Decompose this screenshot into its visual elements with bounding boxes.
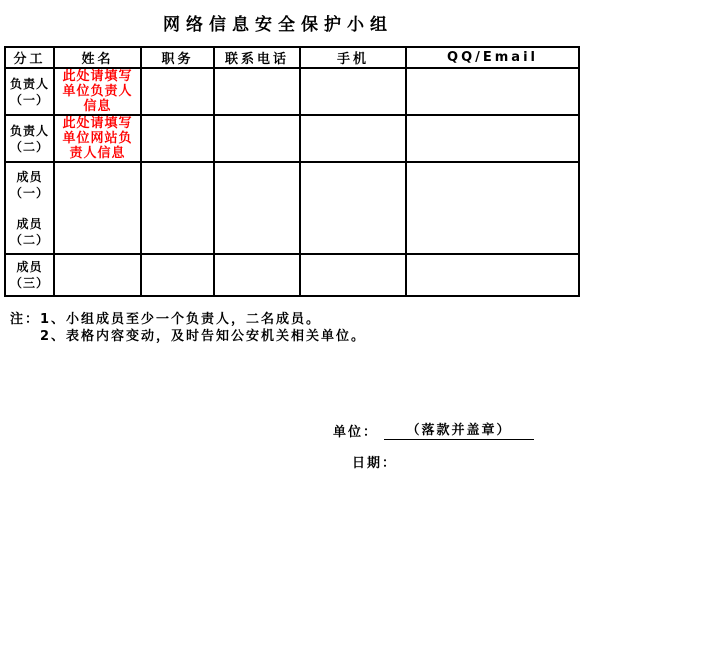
cell-mobile-leader2[interactable] (300, 115, 406, 162)
header-mobile: 手机 (300, 47, 406, 68)
cell-name-member3[interactable] (54, 254, 141, 296)
cell-mobile-member3[interactable] (300, 254, 406, 296)
role-label-line: （二） (9, 232, 49, 247)
unit-label: 单位： (333, 425, 379, 440)
signature-unit-row (333, 419, 534, 440)
note-item-1: 1、小组成员至少一个负责人，二名成员。 (40, 312, 322, 327)
security-team-table (4, 46, 580, 297)
role-label-line: （三） (9, 276, 49, 290)
role-label-line: 成员 (16, 216, 43, 231)
cell-name-hint-leader1[interactable]: 此处请填写单位负责人信息 (54, 68, 141, 115)
role-label-line: 负责人 (9, 76, 49, 91)
role-label-line: 成员 (16, 169, 43, 184)
cell-mobile-members12[interactable] (300, 162, 406, 254)
cell-position-member3[interactable] (141, 254, 214, 296)
header-phone: 联系电话 (214, 47, 300, 68)
notes-items (40, 311, 366, 345)
cell-qq-email-member3[interactable] (406, 254, 579, 296)
role-label-line: （一） (9, 92, 49, 107)
cell-mobile-leader1[interactable] (300, 68, 406, 115)
note-item-2: 2、表格内容变动，及时告知公安机关相关单位。 (40, 329, 367, 344)
cell-position-leader1[interactable] (141, 68, 214, 115)
cell-role-members12 (5, 162, 54, 254)
cell-qq-email-leader1[interactable] (406, 68, 579, 115)
cell-role-leader1 (5, 68, 54, 115)
table-row-members12 (5, 162, 579, 254)
notes-label: 注： (10, 312, 41, 327)
cell-phone-leader1[interactable] (214, 68, 300, 115)
role-label-line: （一） (9, 185, 49, 200)
role-label-gap (6, 201, 53, 216)
cell-phone-leader2[interactable] (214, 115, 300, 162)
page-title: 网络信息安全保护小组 (163, 15, 393, 35)
notes-section (10, 311, 366, 345)
cell-name-members12[interactable] (54, 162, 141, 254)
header-position: 职务 (141, 47, 214, 68)
cell-phone-members12[interactable] (214, 162, 300, 254)
cell-position-members12[interactable] (141, 162, 214, 254)
unit-signature-line[interactable]: （落款并盖章） (384, 419, 534, 440)
table-row-member3 (5, 254, 579, 296)
table-header-row (5, 47, 579, 68)
cell-role-member3 (5, 254, 54, 296)
date-label: 日期： (352, 456, 398, 471)
cell-qq-email-leader2[interactable] (406, 115, 579, 162)
cell-role-leader2 (5, 115, 54, 162)
table-row-leader1 (5, 68, 579, 115)
header-qq-email: QQ/Email (406, 47, 579, 68)
cell-qq-email-members12[interactable] (406, 162, 579, 254)
cell-position-leader2[interactable] (141, 115, 214, 162)
cell-name-hint-leader2[interactable]: 此处请填写单位网站负责人信息 (54, 115, 141, 162)
role-label-line: 负责人 (9, 123, 49, 138)
role-label-line: 成员 (16, 260, 43, 274)
signature-date-row (352, 452, 397, 471)
cell-phone-member3[interactable] (214, 254, 300, 296)
table-row-leader2 (5, 115, 579, 162)
role-label-line: （二） (9, 139, 49, 154)
header-division: 分工 (5, 47, 54, 68)
header-name: 姓名 (54, 47, 141, 68)
